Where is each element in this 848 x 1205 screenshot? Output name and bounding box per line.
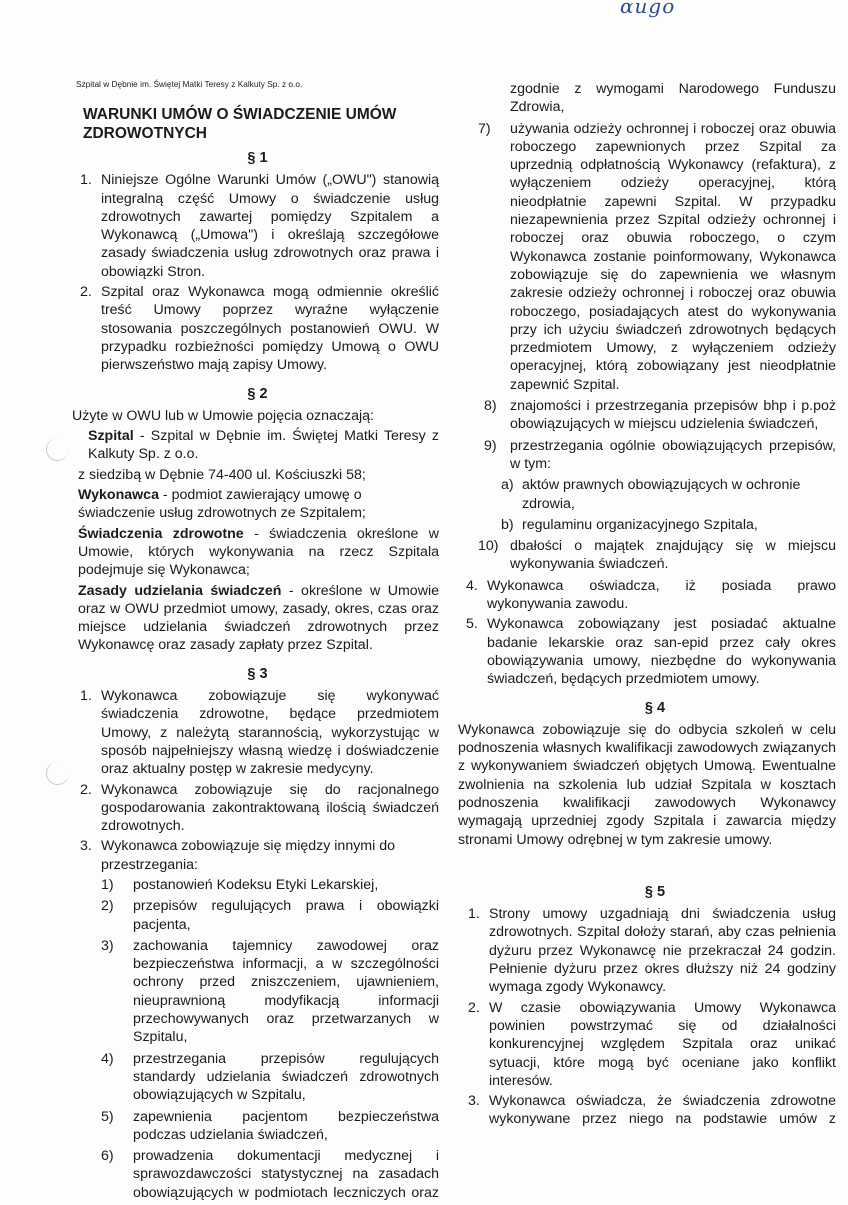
letter-item	[474, 516, 836, 534]
list-item	[76, 687, 439, 778]
definition	[76, 427, 439, 464]
sub-item	[76, 876, 439, 894]
sub-item-number: 4)	[101, 1050, 114, 1067]
item-text: Wykonawca oświadcza, że świadczenia zdrowotne wykonywane przez niego na podstawie umów z	[489, 1093, 836, 1128]
section-heading: § 3	[247, 665, 268, 682]
item-text: W czasie obowiązywania Umowy Wykonawca powinien powstrzymać się od działalności konkurencyjnej względem Szpitala oraz unikać sytuacji, które mogą być oceniane jako konflikt interesów.	[489, 999, 836, 1089]
sub-item	[76, 1147, 439, 1202]
definition-term: Szpital	[88, 428, 134, 445]
sub-item	[76, 897, 439, 934]
section-heading: § 4	[644, 699, 666, 716]
list-item	[76, 283, 439, 374]
sub-item-number: 5)	[101, 1108, 114, 1125]
sub-item-text: zachowania tajemnicy zawodowej oraz bezpieczeństwa informacji, a w szczególności ochrony przed zniszczeniem, ujawnieniem, nieuprawnioną modyfikacją informacji przechowywanych oraz przetwarzanych w Szpitalu,	[133, 937, 439, 1046]
handwritten-signature: αugo	[620, 0, 676, 18]
sub-item-text: przepisów regulujących prawa i obowiązki pacjenta,	[133, 898, 439, 933]
item-text: Szpital oraz Wykonawca mogą odmiennie określić treść Umowy poprzez wyraźne wyłączenie stosowania poszczególnych postanowień OWU. W przypadku rozbieżności pomiędzy Umową o OWU pierwszeństwo mają zapisy Umowy.	[101, 284, 439, 374]
sub-item	[474, 537, 836, 574]
item-text: Wykonawca zobowiązuje się do racjonalnego gospodarowania zakontraktowaną ilością świadczeń zdrowotnych.	[101, 781, 439, 835]
sub-item	[76, 1108, 439, 1145]
item-number: 3.	[468, 1093, 480, 1110]
letter-item-marker: b)	[501, 516, 514, 533]
item-number: 3.	[80, 838, 92, 855]
definition-term: Świadczenia zdrowotne	[78, 525, 244, 542]
sub-item-text: prowadzenia dokumentacji medycznej i sprawozdawczości statystycznej na zasadach obowiązujących w podmiotach leczniczych oraz	[133, 1148, 439, 1201]
definition-text: z siedzibą w Dębnie 74-400 ul. Kościuszki 58;	[78, 466, 366, 483]
definition-text: - Szpital w Dębnie im. Świętej Matki Teresy z Kalkuty Sp. z o.o.	[88, 428, 439, 463]
sub-item-text: używania odzieży ochronnej i roboczej oraz obuwia roboczego zapewnionych przez Szpital za uprzednią odpłatnością Wykonawcy (refaktura), z wyłączeniem odzieży operacyjnej, którą nieodpłatnie zapewni Szpital. W przypadku niezapewnienia przez Szpital odzieży ochronnej i roboczej oraz obuwia roboczego, o czym Wykonawca zostanie poinformowany, Wykonawca zobowiązuje się do zapewnienia we własnym zakresie odzieży ochronnej i roboczej oraz obuwia roboczego, posiadających atest do wykonywania przy ich użyciu świadczeń zdrowotnych będących przedmiotem Umowy, z wyłączeniem odzieży operacyjnej, którą zobowiązany jest nieodpłatnie zapewnić Szpital.	[510, 120, 836, 393]
item-number: 5.	[466, 616, 478, 633]
definition-text: - świadczenia określone w Umowie, których wykonywania na rzecz Szpitala podejmuje się Wykonawca;	[78, 525, 439, 579]
section-heading: § 5	[644, 883, 666, 900]
issuer-header: Szpital w Dębnie im. Świętej Matki Teresy z Kalkuty Sp. z o.o.	[76, 79, 303, 89]
list-item	[76, 781, 439, 836]
sub-item-number: 6)	[101, 1148, 114, 1165]
sub-item-number: 7)	[478, 120, 491, 137]
document-title: WARUNKI UMÓW O ŚWIADCZENIE UMÓW ZDROWOTNYCH	[83, 106, 397, 142]
sub-item-text: zapewnienia pacjentom bezpieczeństwa podczas udzielania świadczeń,	[133, 1108, 439, 1143]
definition-term: Wykonawca	[78, 487, 159, 504]
definition	[76, 525, 439, 580]
sub-item-number: 10)	[478, 538, 499, 555]
item-number: 1.	[468, 906, 480, 923]
list-item	[76, 837, 439, 874]
list-item	[462, 615, 836, 688]
section-paragraph: Wykonawca zobowiązuje się do odbycia szkoleń w celu podnoszenia własnych kwalifikacji zawodowych związanych z wykonywaniem świadczeń objętych Umową. Ewentualne zwolnienia na szkolenia lub udział Szpitala w kosztach podnoszenia kwalifikacji zawodowych Wykonawcy wymagają uprzedniej zgody Szpitala i zawarcia między stronami Umowy odrębnej w tym zakresie umowy.	[458, 721, 836, 848]
list-item	[462, 577, 836, 614]
item-number: 2.	[80, 781, 92, 798]
sub-item	[76, 1050, 439, 1105]
sub-item	[474, 437, 836, 474]
sub-item-number: 8)	[484, 398, 497, 415]
definition-term: Zasady udzielania świadczeń	[78, 582, 282, 599]
punch-hole-mark	[46, 762, 69, 785]
item-number: 2.	[80, 284, 92, 301]
item-text: Wykonawca zobowiązuje się między innymi do przestrzegania:	[101, 838, 395, 873]
sub-item-number: 3)	[101, 937, 114, 954]
definition	[76, 486, 439, 523]
list-item	[464, 1092, 836, 1129]
section-heading: § 1	[247, 150, 268, 166]
left-column	[72, 105, 439, 1205]
item-text: Wykonawca oświadcza, iż posiada prawo wykonywania zawodu.	[487, 577, 836, 613]
list-item	[464, 999, 836, 1090]
sub-item-text: dbałości o majątek znajdujący się w miejscu wykonywania świadczeń.	[510, 538, 836, 573]
punch-hole-mark	[46, 438, 69, 461]
sub-item-text: przestrzegania ogólnie obowiązujących przepisów, w tym:	[510, 437, 836, 472]
item-number: 2.	[468, 999, 480, 1016]
definitions-intro: Użyte w OWU lub w Umowie pojęcia oznaczają:	[72, 407, 374, 424]
sub-item-text: postanowień Kodeksu Etyki Lekarskiej,	[133, 876, 379, 893]
definition	[76, 582, 439, 655]
sub-item	[474, 120, 836, 394]
list-item	[464, 905, 836, 996]
sub-item-text: zgodnie z wymogami Narodowego Funduszu Zdrowia,	[510, 81, 836, 116]
sub-item	[76, 937, 439, 1047]
item-text: Wykonawca zobowiązuje się wykonywać świadczenia zdrowotne, będące przedmiotem Umowy, z należytą starannością, wykorzystując w sposób najpełniejszy własną wiedzę i doświadczenie oraz aktualny postęp w zakresie medycyny.	[101, 688, 439, 778]
item-number: 4.	[466, 577, 478, 594]
sub-item-number: 9)	[484, 437, 497, 454]
item-text: Strony umowy uzgadniają dni świadczenia usług zdrowotnych. Szpital dołoży starań, aby czas pełnienia dyżuru przez Wykonawcę nie przekraczał 24 godzin. Pełnienie dyżuru przez okres dłuższy niż 24 godziny wymaga zgody Wykonawcy.	[489, 906, 836, 996]
item-text: Wykonawca zobowiązany jest posiadać aktualne badanie lekarskie oraz san-epid przez cały okres obowiązywania umowy, niezbędne do wykonywania świadczeń, będących przedmiotem umowy.	[487, 616, 836, 688]
sub-item-continuation	[474, 80, 836, 117]
definition-text: - podmiot zawierający umowę o świadczenie usług zdrowotnych ze Szpitalem;	[78, 487, 366, 522]
letter-item-marker: a)	[501, 477, 514, 494]
item-number: 1.	[80, 688, 92, 705]
definition-text: - określone w Umowie oraz w OWU przedmiot umowy, zasady, okres, czas oraz miejsce udzielania świadczeń zdrowotnych przez Wykonawcę oraz zasady zapłaty przez Szpital.	[78, 582, 439, 654]
definition	[76, 466, 439, 484]
item-number: 1.	[80, 172, 92, 189]
letter-item	[474, 476, 836, 513]
section-heading: § 2	[247, 385, 268, 402]
sub-item	[474, 397, 836, 434]
right-column	[458, 80, 836, 1131]
sub-item-number: 1)	[101, 876, 114, 893]
letter-item-text: aktów prawnych obowiązujących w ochronie zdrowia,	[522, 477, 801, 512]
sub-item-number: 2)	[101, 898, 114, 915]
item-text: Niniejsze Ogólne Warunki Umów („OWU") stanowią integralną część Umowy o świadczenie usług zdrowotnych zawartej pomiędzy Szpitalem a Wykonawcą („Umowa") i określają szczegółowe zasady świadczenia usług zdrowotnych oraz prawa i obowiązki Stron.	[101, 172, 439, 280]
sub-item-text: przestrzegania przepisów regulujących standardy udzielania świadczeń zdrowotnych obowiązujących w Szpitalu,	[133, 1050, 439, 1104]
letter-item-text: regulaminu organizacyjnego Szpitala,	[522, 516, 758, 533]
list-item	[76, 171, 439, 281]
sub-item-text: znajomości i przestrzegania przepisów bhp i p.poż obowiązujących w miejscu udzielenia świadczeń,	[510, 398, 836, 433]
